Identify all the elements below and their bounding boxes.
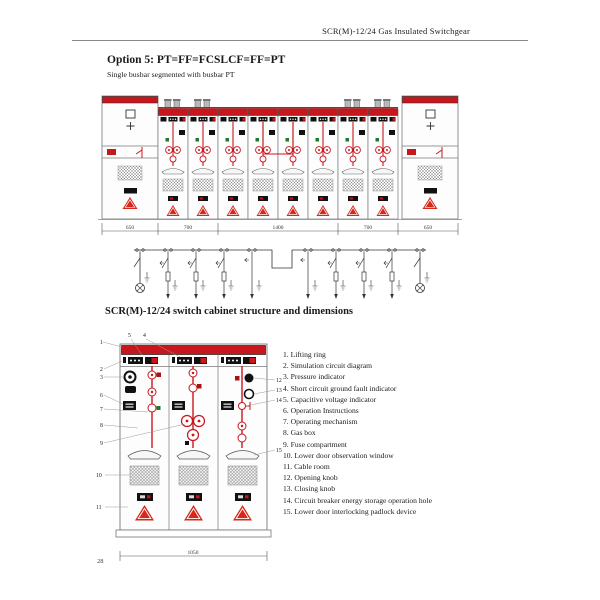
option-subtitle: Single busbar segmented with busbar PT xyxy=(107,70,235,79)
part-item-9: 9. Fuse compartment xyxy=(283,439,347,449)
dim-650-left: 650 xyxy=(125,225,135,231)
dim-700-left: 700 xyxy=(183,225,193,231)
dim-1400: 1400 xyxy=(272,225,284,231)
callout-5: 5 xyxy=(128,333,131,339)
part-item-10: 10. Lower door observation window xyxy=(283,450,394,460)
document-header-title: SCR(M)-12/24 Gas Insulated Switchgear xyxy=(322,26,470,36)
part-item-13: 13. Closing knob xyxy=(283,484,336,494)
part-item-2: 2. Simulation circuit diagram xyxy=(283,361,372,371)
callout-11: 11 xyxy=(96,505,102,511)
callout-13: 13 xyxy=(276,388,282,394)
callout-4: 4 xyxy=(143,333,146,339)
callout-12: 12 xyxy=(276,378,282,384)
dim-overall-width: 1050 xyxy=(187,550,199,556)
part-item-8: 8. Gas box xyxy=(283,428,316,438)
part-item-4: 4. Short circuit ground fault indicator xyxy=(283,383,397,393)
option-title: Option 5: PT=FF=FCSLCF=FF=PT xyxy=(107,54,286,66)
dim-650-right: 650 xyxy=(423,225,433,231)
callout-15: 15 xyxy=(276,448,282,454)
callout-7: 7 xyxy=(100,407,103,413)
switchgear-lineup-diagram xyxy=(92,92,468,304)
callout-3: 3 xyxy=(100,375,103,381)
page-number: 28 xyxy=(97,558,104,565)
header-rule xyxy=(72,40,528,41)
part-item-14: 14. Circuit breaker energy storage operation hole xyxy=(283,495,432,505)
part-item-12: 12. Opening knob xyxy=(283,473,338,483)
callout-8: 8 xyxy=(100,423,103,429)
part-item-7: 7. Operating mechanism xyxy=(283,417,358,427)
callout-9: 9 xyxy=(100,441,103,447)
callout-2: 2 xyxy=(100,367,103,373)
busbar-bushings xyxy=(158,99,398,110)
part-item-1: 1. Lifting ring xyxy=(283,350,326,359)
callout-14: 14 xyxy=(276,398,282,404)
structure-section-title: SCR(M)-12/24 switch cabinet structure and dimensions xyxy=(105,306,354,317)
part-item-5: 5. Capacitive voltage indicator xyxy=(283,394,377,404)
callout-6: 6 xyxy=(100,393,103,399)
feeder-panels xyxy=(158,109,398,219)
callout-1: 1 xyxy=(100,340,103,346)
pt-cabinet-right xyxy=(402,96,458,219)
pt-cabinet-left xyxy=(102,96,158,219)
cabinet-structure-diagram xyxy=(92,328,290,574)
single-line-schematic xyxy=(134,249,430,299)
callout-10: 10 xyxy=(96,473,102,479)
part-item-3: 3. Pressure indicator xyxy=(283,372,346,382)
parts-list xyxy=(283,349,498,517)
part-item-11: 11. Cable room xyxy=(283,462,330,472)
part-item-6: 6. Operation Instructions xyxy=(283,406,359,416)
part-item-15: 15. Lower door interlocking padlock device xyxy=(283,506,417,516)
dim-700-right: 700 xyxy=(363,225,373,231)
